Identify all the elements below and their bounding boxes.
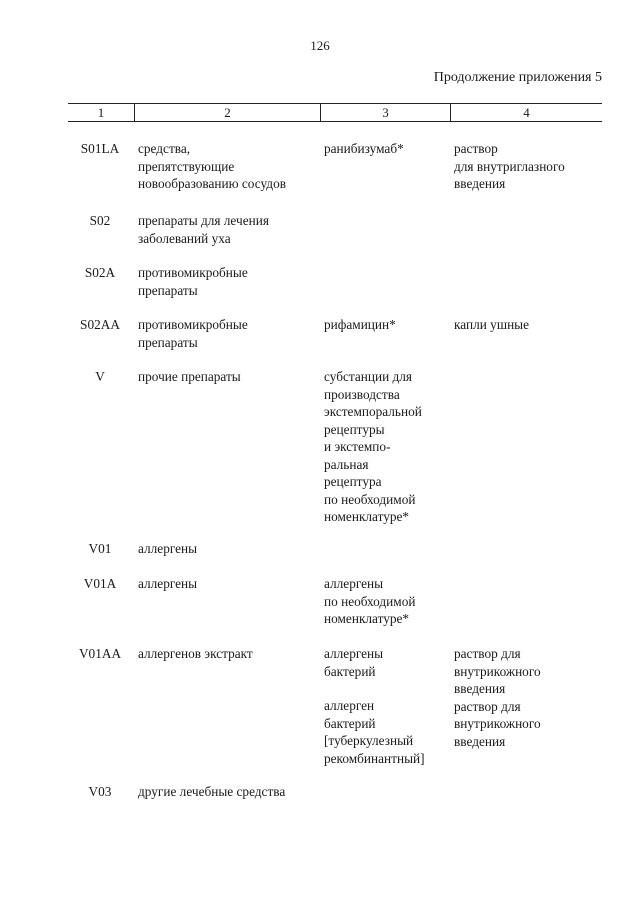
column-header-2: 2 (134, 104, 320, 121)
cell-gap (324, 680, 449, 697)
cell-line: аллергены (138, 576, 198, 591)
cell-line: экстемпоральной (324, 404, 422, 419)
column-header-1: 1 (97, 105, 105, 120)
drug-name-cell (324, 575, 449, 628)
atc-code-cell: S02AA (80, 317, 120, 332)
cell-line: средства, (138, 141, 191, 156)
cell-line: введения (454, 176, 506, 191)
cell-line: препараты (138, 334, 198, 350)
cell-line: [туберкулезный (324, 733, 414, 748)
cell-line: бактерий (324, 715, 376, 731)
drug-name-cell (324, 645, 449, 767)
appendix-continuation-note: Продолжение приложения 5 (433, 70, 602, 85)
cell-line: раствор (454, 141, 498, 156)
cell-line: препятствующие (138, 158, 235, 174)
cell-line: для внутриглазного (454, 158, 565, 174)
cell-line: по необходимой (324, 593, 416, 609)
cell-line: по необходимой (324, 491, 416, 507)
cell-line: аллергены (138, 541, 198, 556)
cell-line: внутрикожного (454, 663, 541, 679)
cell-line: ранибизумаб* (324, 141, 404, 156)
atc-code-cell: V (95, 369, 105, 384)
cell-line: прочие препараты (138, 369, 241, 384)
group-name-cell (138, 575, 320, 593)
dosage-form-cell (454, 645, 594, 750)
cell-line: номенклатуре* (324, 509, 410, 524)
cell-line: внутрикожного (454, 716, 541, 731)
group-name-cell (138, 212, 320, 247)
cell-line: введения (454, 733, 506, 749)
cell-line: капли ушные (454, 317, 530, 332)
atc-code-cell: V01 (88, 541, 112, 556)
atc-code-cell: S01LA (80, 141, 120, 156)
column-header-4: 4 (450, 104, 602, 121)
cell-line: раствор для (454, 698, 521, 714)
atc-code-cell: V01AA (78, 646, 122, 661)
group-name-cell (138, 645, 320, 663)
drug-name-cell (324, 368, 449, 526)
atc-code-cell: S02A (84, 265, 116, 280)
drug-name-cell (324, 316, 449, 334)
atc-code-cell: S02 (89, 213, 111, 228)
group-name-cell (138, 140, 320, 193)
cell-line: аллерген (324, 698, 375, 713)
cell-line: заболеваний уха (138, 230, 231, 246)
cell-line: бактерий (324, 663, 376, 679)
group-name-cell (138, 540, 320, 558)
cell-line: другие лечебные средства (138, 784, 286, 799)
dosage-form-cell (454, 316, 594, 334)
cell-line: рекомбинантный] (324, 750, 425, 766)
cell-line: и экстемпо- (324, 439, 391, 454)
cell-line: рецептуры (324, 421, 385, 437)
group-name-cell (138, 783, 320, 801)
cell-line: аллергенов экстракт (138, 646, 253, 661)
group-name-cell (138, 368, 320, 386)
cell-line: препараты (138, 282, 198, 298)
column-header-3: 3 (320, 104, 450, 121)
group-name-cell (138, 264, 320, 299)
cell-line: рецептура (324, 474, 382, 489)
cell-line: ральная (324, 456, 369, 472)
cell-line: аллергены (324, 646, 384, 661)
atc-code-cell: V01A (83, 576, 117, 591)
cell-line: субстанции для (324, 369, 413, 384)
group-name-cell (138, 316, 320, 351)
cell-line: противомикробные (138, 317, 248, 332)
cell-line: раствор для (454, 646, 521, 661)
cell-line: номенклатуре* (324, 611, 410, 626)
page-number: 126 (310, 38, 330, 53)
dosage-form-cell (454, 140, 594, 193)
cell-line: рифамицин* (324, 317, 396, 332)
cell-line: препараты для лечения (138, 213, 269, 228)
cell-line: производства (324, 386, 400, 402)
table-header-row (68, 103, 602, 122)
cell-line: введения (454, 681, 506, 696)
cell-line: аллергены (324, 576, 384, 591)
cell-line: противомикробные (138, 265, 248, 280)
cell-line: новообразованию сосудов (138, 176, 286, 191)
atc-code-cell: V03 (88, 784, 112, 799)
drug-name-cell (324, 140, 449, 158)
